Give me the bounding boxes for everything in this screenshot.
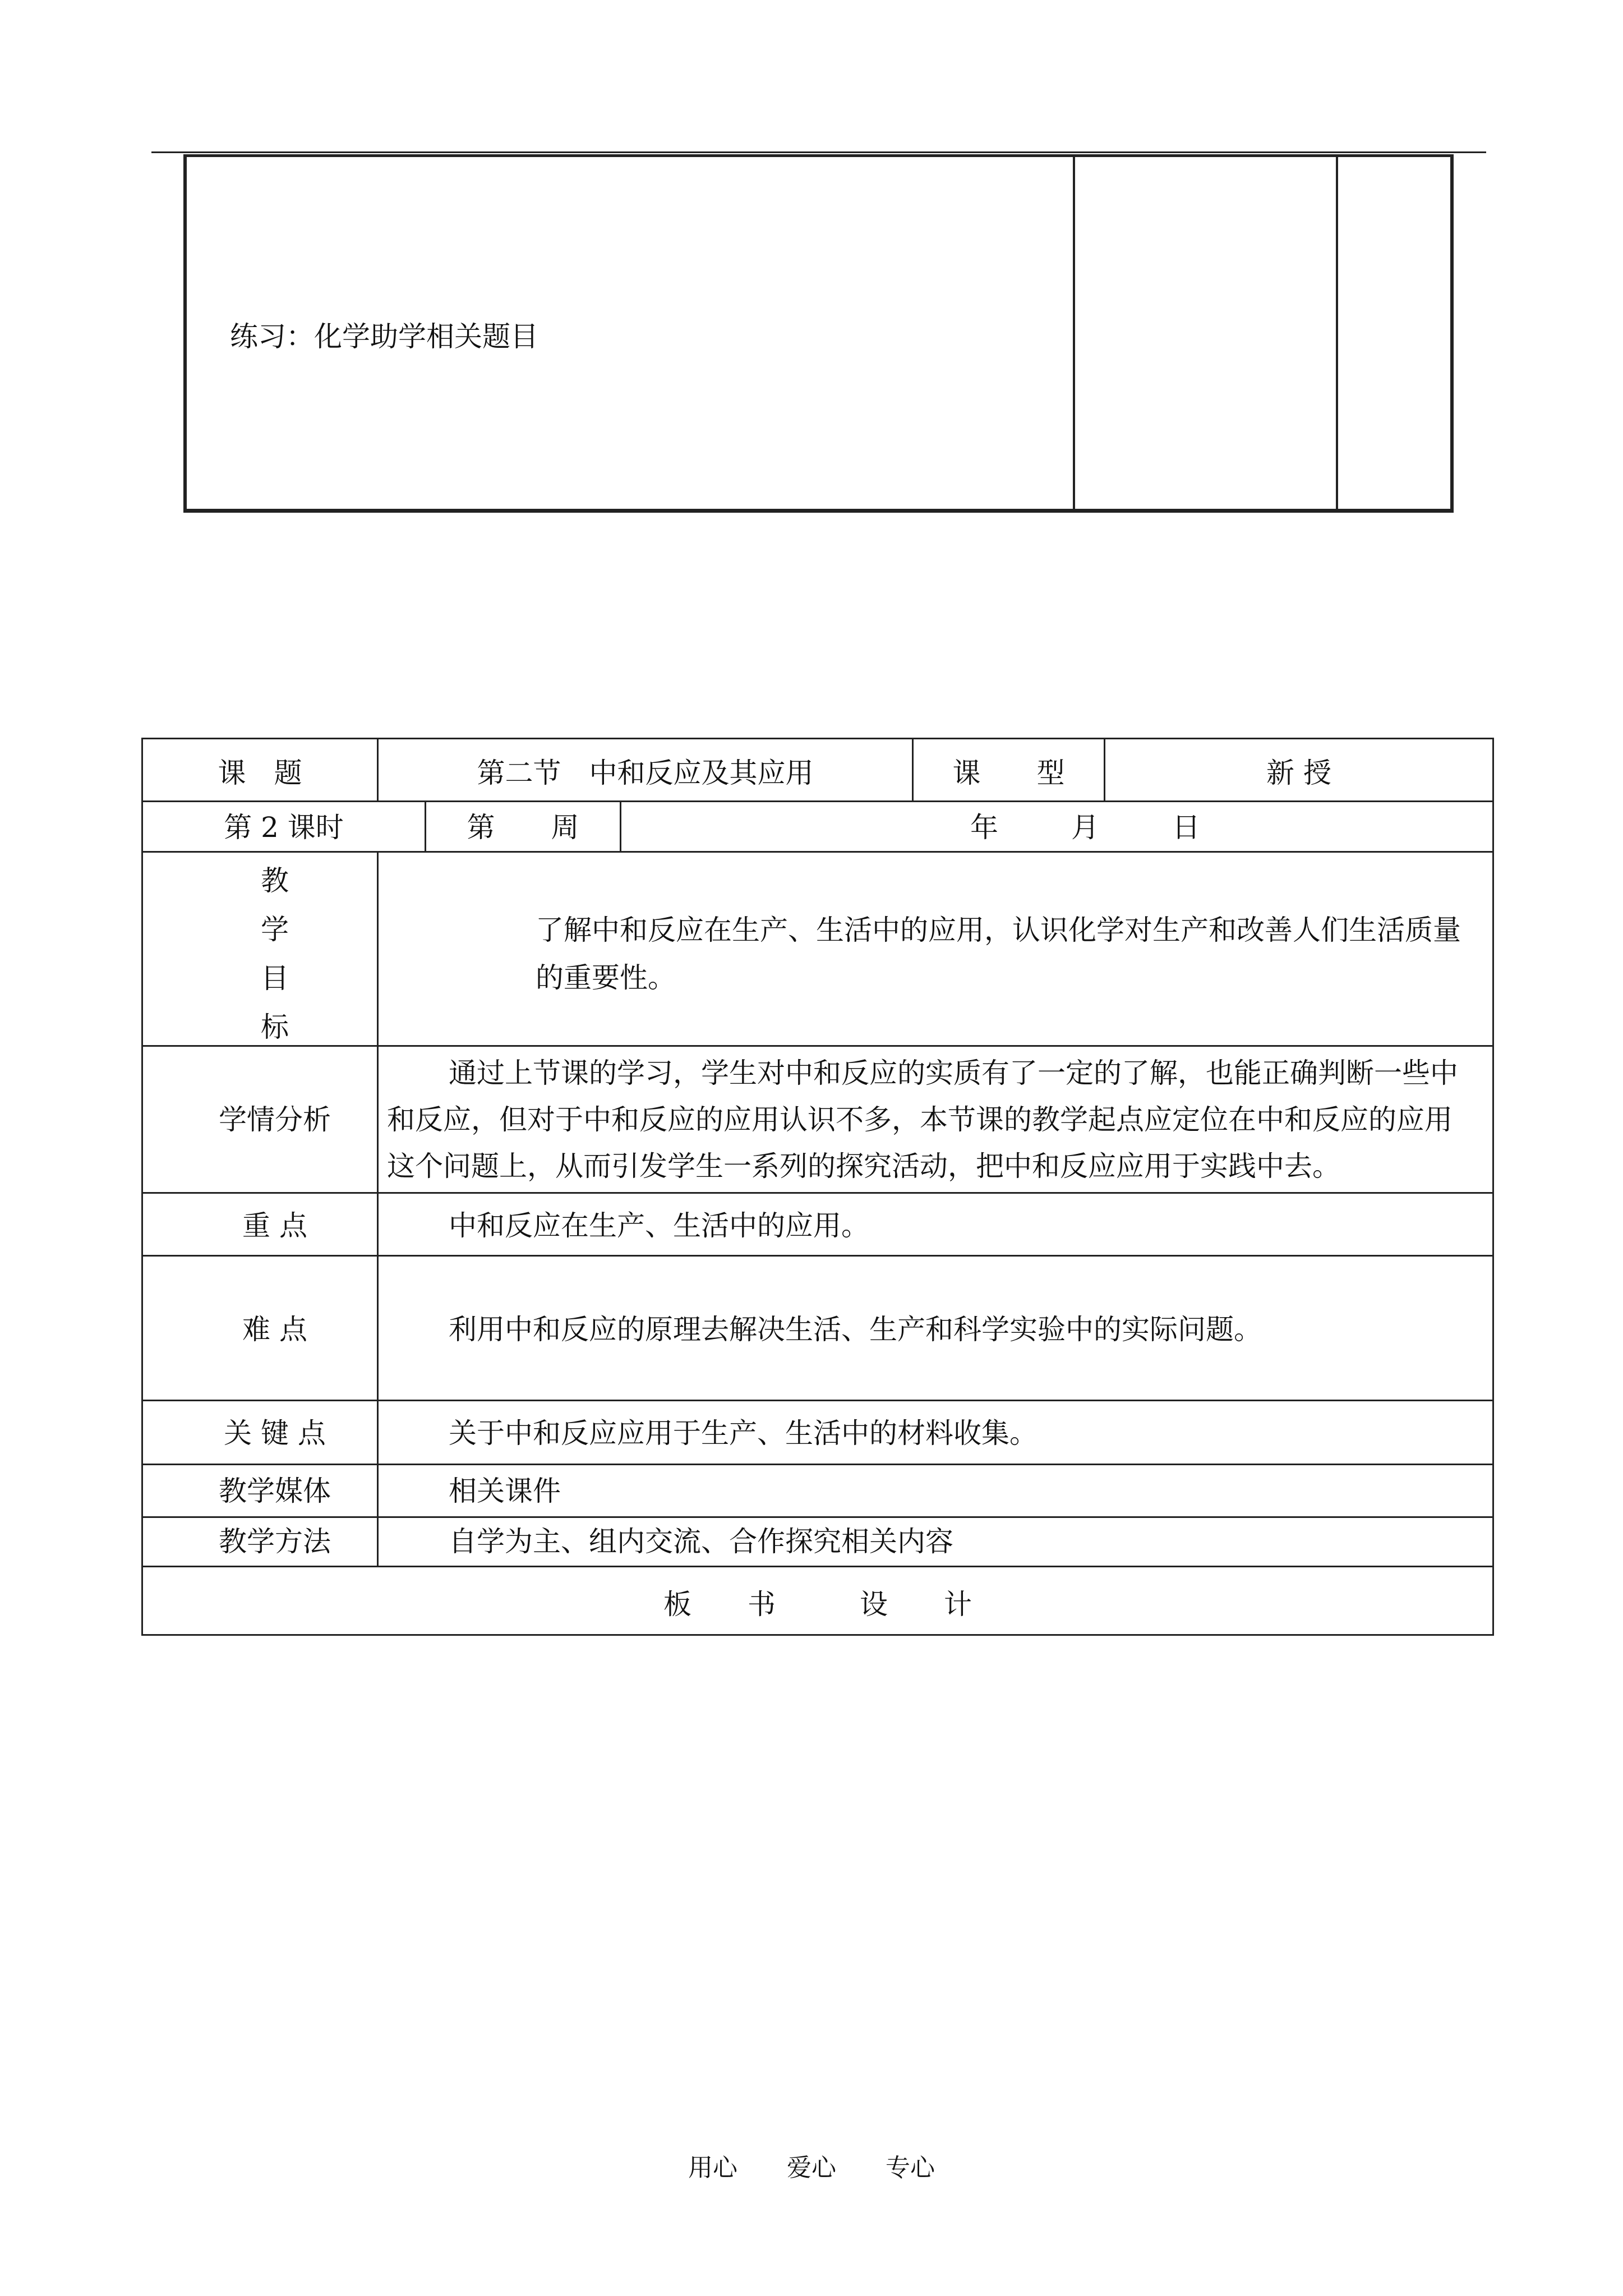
objective-line-2: 的重要性。 <box>536 961 676 994</box>
row2-divider-b <box>620 800 621 853</box>
difficulty-value: 利用中和反应的原理去解决生活、生产和科学实验中的实际问题。 <box>449 1313 1262 1346</box>
type-value: 新 授 <box>1266 757 1331 789</box>
lesson-table-rule-6 <box>141 1400 1494 1401</box>
lesson-table-rule-bottom <box>141 1634 1494 1636</box>
week-label: 第 周 <box>467 811 579 844</box>
period-label: 第 2 课时 <box>224 811 344 844</box>
method-label: 教学方法 <box>219 1525 331 1558</box>
lesson-table-rule-top <box>141 738 1494 739</box>
crux-value: 关于中和反应应用于生产、生活中的材料收集。 <box>449 1417 1038 1450</box>
objective-label-char: 目 <box>261 962 289 995</box>
date-month: 月 <box>1071 811 1099 844</box>
objective-label-char: 标 <box>261 1011 289 1043</box>
date-year: 年 <box>970 811 998 844</box>
difficulty-label: 难 点 <box>242 1313 307 1346</box>
objective-label-char: 教 <box>261 864 289 897</box>
footer-motto: 用心 爱心 专心 <box>688 2154 935 2182</box>
method-value: 自学为主、组内交流、合作探究相关内容 <box>449 1525 953 1558</box>
lesson-table-rule-2 <box>141 851 1494 853</box>
key-label: 重 点 <box>242 1209 307 1242</box>
topic-label: 课 题 <box>218 757 302 789</box>
header-rule <box>151 151 1486 153</box>
top-table-border-right <box>1450 154 1454 513</box>
board-design-title: 板 书 设 计 <box>663 1588 972 1621</box>
type-label: 课 型 <box>952 757 1065 789</box>
lesson-table-rule-8 <box>141 1516 1494 1518</box>
exercise-text: 练习：化学助学相关题目 <box>230 320 538 353</box>
analysis-line-2: 和反应，但对于中和反应的应用认识不多，本节课的教学起点应定位在中和反应的应用 <box>387 1103 1453 1136</box>
top-table-border-bottom <box>183 509 1454 513</box>
date-day: 日 <box>1172 811 1200 844</box>
top-table-border-left <box>183 154 187 513</box>
analysis-line-1: 通过上节课的学习，学生对中和反应的实质有了一定的了解，也能正确判断一些中 <box>449 1057 1458 1089</box>
top-table-divider-1 <box>1073 154 1075 513</box>
media-value: 相关课件 <box>449 1475 561 1507</box>
lesson-table-rule-4 <box>141 1192 1494 1194</box>
key-value: 中和反应在生产、生活中的应用。 <box>449 1209 869 1242</box>
lesson-table-rule-7 <box>141 1464 1494 1465</box>
lesson-table-border-right <box>1492 738 1494 1636</box>
lesson-table-rule-5 <box>141 1255 1494 1257</box>
lesson-table-rule-1 <box>141 800 1494 802</box>
crux-label: 关 键 点 <box>224 1417 326 1450</box>
top-table-divider-2 <box>1336 154 1338 513</box>
lesson-table-rule-9 <box>141 1566 1494 1567</box>
objective-label-char: 学 <box>261 913 289 946</box>
top-table-border-top <box>183 154 1454 157</box>
analysis-label: 学情分析 <box>219 1103 331 1136</box>
media-label: 教学媒体 <box>219 1475 331 1507</box>
objective-line-1: 了解中和反应在生产、生活中的应用，认识化学对生产和改善人们生活质量 <box>536 914 1461 946</box>
lesson-table-rule-3 <box>141 1045 1494 1047</box>
topic-value: 第二节 中和反应及其应用 <box>477 757 814 789</box>
analysis-line-3: 这个问题上，从而引发学生一系列的探究活动，把中和反应应用于实践中去。 <box>387 1150 1340 1182</box>
